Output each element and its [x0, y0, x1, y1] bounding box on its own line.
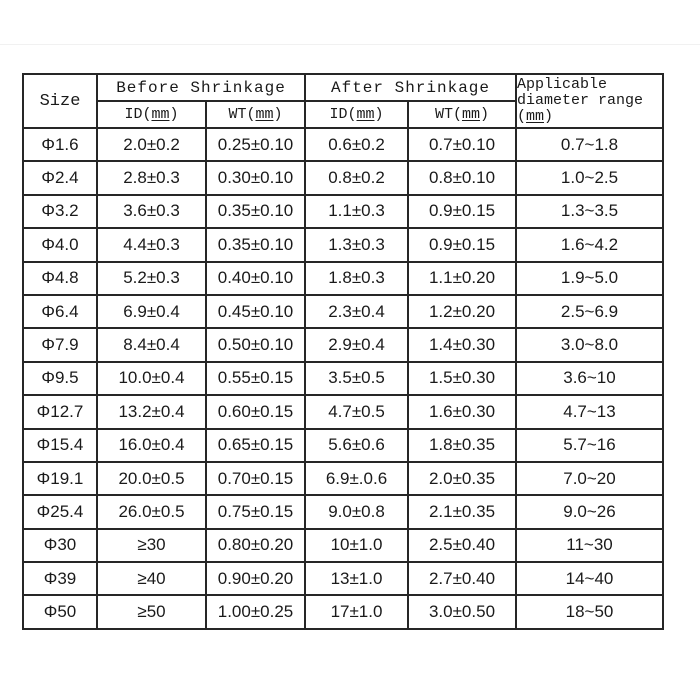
cell-after-wt: 1.4±0.30	[408, 328, 516, 361]
paren-close: )	[374, 106, 384, 123]
cell-before-id: 2.8±0.3	[97, 161, 206, 194]
cell-after-wt: 0.8±0.10	[408, 161, 516, 194]
cell-size: Φ39	[23, 562, 97, 595]
page-divider	[0, 44, 700, 45]
cell-before-id: 13.2±0.4	[97, 395, 206, 428]
header-after-wt	[408, 101, 516, 128]
table-row	[23, 495, 663, 528]
cell-before-wt: 0.40±0.10	[206, 262, 305, 295]
id-label: ID(	[124, 106, 152, 123]
cell-before-id: ≥50	[97, 595, 206, 628]
cell-after-id: 2.3±0.4	[305, 295, 408, 328]
cell-after-id: 3.5±0.5	[305, 362, 408, 395]
table-row	[23, 161, 663, 194]
cell-before-wt: 0.75±0.15	[206, 495, 305, 528]
table-row	[23, 362, 663, 395]
table-row	[23, 562, 663, 595]
cell-after-id: 1.1±0.3	[305, 195, 408, 228]
table-row	[23, 328, 663, 361]
cell-after-wt: 2.5±0.40	[408, 529, 516, 562]
cell-after-wt: 2.1±0.35	[408, 495, 516, 528]
cell-size: Φ4.8	[23, 262, 97, 295]
id-label: ID(	[329, 106, 357, 123]
table-row	[23, 228, 663, 261]
cell-before-wt: 0.55±0.15	[206, 362, 305, 395]
cell-before-wt: 0.50±0.10	[206, 328, 305, 361]
cell-size: Φ4.0	[23, 228, 97, 261]
unit-mm: mm	[526, 108, 545, 125]
cell-before-id: 8.4±0.4	[97, 328, 206, 361]
cell-range: 2.5~6.9	[516, 295, 663, 328]
cell-range: 5.7~16	[516, 429, 663, 462]
cell-after-wt: 1.5±0.30	[408, 362, 516, 395]
cell-after-id: 13±1.0	[305, 562, 408, 595]
cell-after-id: 4.7±0.5	[305, 395, 408, 428]
header-after-id	[305, 101, 408, 128]
cell-size: Φ2.4	[23, 161, 97, 194]
table-row	[23, 128, 663, 161]
cell-range: 4.7~13	[516, 395, 663, 428]
cell-after-wt: 0.7±0.10	[408, 128, 516, 161]
cell-range: 18~50	[516, 595, 663, 628]
unit-mm: mm	[356, 106, 375, 123]
table-header	[23, 74, 663, 128]
paren-close: )	[544, 108, 554, 125]
wt-label: WT(	[434, 106, 462, 123]
cell-range: 1.3~3.5	[516, 195, 663, 228]
header-before-shrinkage: Before Shrinkage	[97, 74, 305, 101]
cell-after-wt: 1.6±0.30	[408, 395, 516, 428]
cell-after-id: 0.6±0.2	[305, 128, 408, 161]
shrink-tubing-spec-table	[22, 73, 664, 630]
cell-size: Φ6.4	[23, 295, 97, 328]
cell-after-wt: 2.0±0.35	[408, 462, 516, 495]
unit-mm: mm	[151, 106, 170, 123]
cell-after-id: 10±1.0	[305, 529, 408, 562]
header-after-shrinkage: After Shrinkage	[305, 74, 516, 101]
table-row	[23, 195, 663, 228]
cell-size: Φ12.7	[23, 395, 97, 428]
unit-mm: mm	[255, 106, 274, 123]
header-before-id	[97, 101, 206, 128]
cell-before-wt: 1.00±0.25	[206, 595, 305, 628]
cell-before-wt: 0.30±0.10	[206, 161, 305, 194]
table-row	[23, 429, 663, 462]
cell-after-id: 5.6±0.6	[305, 429, 408, 462]
unit-mm: mm	[461, 106, 480, 123]
cell-range: 1.6~4.2	[516, 228, 663, 261]
cell-before-wt: 0.60±0.15	[206, 395, 305, 428]
table-row	[23, 262, 663, 295]
table-row	[23, 295, 663, 328]
cell-after-wt: 3.0±0.50	[408, 595, 516, 628]
cell-before-id: 4.4±0.3	[97, 228, 206, 261]
cell-before-wt: 0.65±0.15	[206, 429, 305, 462]
cell-after-wt: 0.9±0.15	[408, 228, 516, 261]
header-size: Size	[23, 74, 97, 128]
cell-before-id: 10.0±0.4	[97, 362, 206, 395]
cell-before-wt: 0.45±0.10	[206, 295, 305, 328]
cell-before-wt: 0.70±0.15	[206, 462, 305, 495]
cell-range: 9.0~26	[516, 495, 663, 528]
cell-after-id: 0.8±0.2	[305, 161, 408, 194]
header-row-groups	[23, 74, 663, 101]
cell-before-wt: 0.90±0.20	[206, 562, 305, 595]
table-body	[23, 128, 663, 629]
cell-range: 3.0~8.0	[516, 328, 663, 361]
cell-after-id: 17±1.0	[305, 595, 408, 628]
cell-size: Φ7.9	[23, 328, 97, 361]
cell-before-id: ≥30	[97, 529, 206, 562]
cell-before-id: 20.0±0.5	[97, 462, 206, 495]
cell-before-id: 26.0±0.5	[97, 495, 206, 528]
cell-after-id: 1.8±0.3	[305, 262, 408, 295]
cell-size: Φ1.6	[23, 128, 97, 161]
cell-before-id: 16.0±0.4	[97, 429, 206, 462]
cell-size: Φ3.2	[23, 195, 97, 228]
cell-after-id: 6.9±.0.6	[305, 462, 408, 495]
cell-before-wt: 0.35±0.10	[206, 228, 305, 261]
cell-size: Φ30	[23, 529, 97, 562]
cell-range: 11~30	[516, 529, 663, 562]
cell-range: 7.0~20	[516, 462, 663, 495]
paren-close: )	[169, 106, 179, 123]
cell-before-wt: 0.25±0.10	[206, 128, 305, 161]
cell-after-id: 9.0±0.8	[305, 495, 408, 528]
header-applicable-line2: diameter range	[517, 92, 644, 109]
cell-size: Φ19.1	[23, 462, 97, 495]
cell-after-wt: 1.2±0.20	[408, 295, 516, 328]
table-row	[23, 595, 663, 628]
cell-size: Φ9.5	[23, 362, 97, 395]
paren-close: )	[480, 106, 490, 123]
cell-size: Φ50	[23, 595, 97, 628]
header-before-wt	[206, 101, 305, 128]
cell-range: 14~40	[516, 562, 663, 595]
cell-size: Φ15.4	[23, 429, 97, 462]
table-row	[23, 529, 663, 562]
cell-range: 0.7~1.8	[516, 128, 663, 161]
cell-before-wt: 0.80±0.20	[206, 529, 305, 562]
cell-before-id: 5.2±0.3	[97, 262, 206, 295]
paren-open: (	[517, 108, 527, 125]
cell-after-wt: 2.7±0.40	[408, 562, 516, 595]
cell-before-id: 6.9±0.4	[97, 295, 206, 328]
cell-before-id: 2.0±0.2	[97, 128, 206, 161]
table-row	[23, 462, 663, 495]
cell-after-wt: 0.9±0.15	[408, 195, 516, 228]
cell-before-id: 3.6±0.3	[97, 195, 206, 228]
cell-after-wt: 1.8±0.35	[408, 429, 516, 462]
wt-label: WT(	[228, 106, 256, 123]
paren-close: )	[273, 106, 283, 123]
cell-size: Φ25.4	[23, 495, 97, 528]
header-applicable-line1: Applicable	[517, 76, 608, 93]
cell-range: 1.9~5.0	[516, 262, 663, 295]
cell-before-wt: 0.35±0.10	[206, 195, 305, 228]
cell-after-wt: 1.1±0.20	[408, 262, 516, 295]
cell-after-id: 2.9±0.4	[305, 328, 408, 361]
cell-before-id: ≥40	[97, 562, 206, 595]
header-applicable-range	[516, 74, 663, 128]
cell-range: 3.6~10	[516, 362, 663, 395]
header-applicable-unit	[517, 109, 662, 125]
cell-range: 1.0~2.5	[516, 161, 663, 194]
table-row	[23, 395, 663, 428]
cell-after-id: 1.3±0.3	[305, 228, 408, 261]
